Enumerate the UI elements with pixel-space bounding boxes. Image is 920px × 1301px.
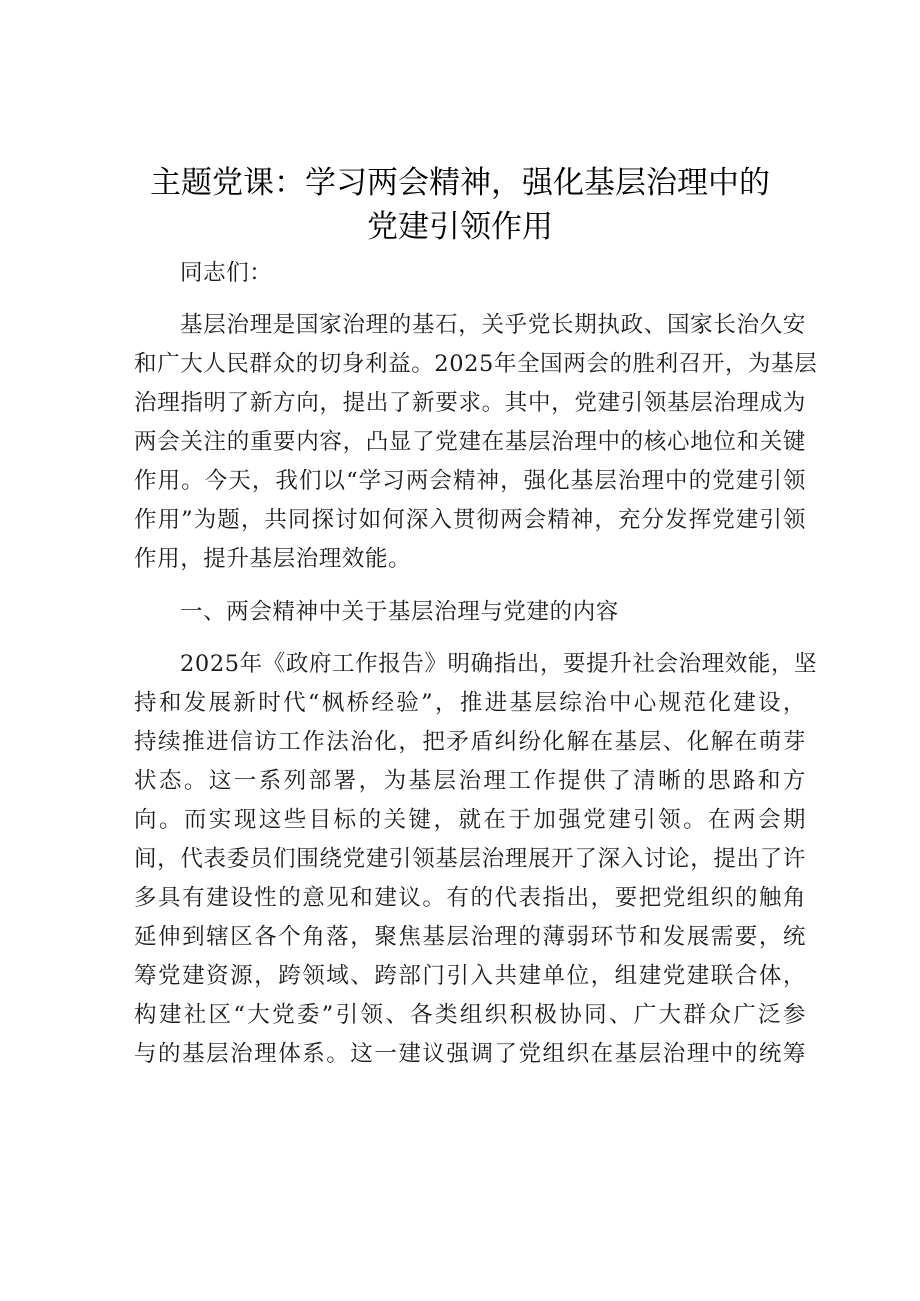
paragraph-line: 作用，提升基层治理效能。 — [134, 546, 412, 572]
paragraph-line: 向。而实现这些目标的关键，就在于加强党建引领。在两会期 — [134, 807, 806, 833]
paragraph-line: 持续推进信访工作法治化，把矛盾纠纷化解在基层、化解在萌芽 — [134, 729, 806, 755]
paragraph-line: 构建社区“大党委”引领、各类组织积极协同、广大群众广泛参 — [134, 1002, 806, 1028]
paragraph-line: 与的基层治理体系。这一建议强调了党组织在基层治理中的统筹 — [134, 1041, 806, 1067]
section-heading: 一、两会精神中关于基层治理与党建的内容 — [180, 599, 619, 625]
document-title-line-2: 党建引领作用 — [367, 209, 553, 245]
paragraph-line: 多具有建设性的意见和建议。有的代表指出，要把党组织的触角 — [134, 885, 806, 911]
paragraph-line: 作用”为题，共同探讨如何深入贯彻两会精神，充分发挥党建引领 — [134, 507, 806, 533]
paragraph-line: 2025年《政府工作报告》明确指出，要提升社会治理效能，坚 — [180, 651, 818, 677]
paragraph-line: 持和发展新时代“枫桥经验”，推进基层综治中心规范化建设， — [134, 690, 806, 716]
paragraph-line: 基层治理是国家治理的基石，关乎党长期执政、国家长治久安 — [180, 312, 806, 338]
paragraph-line: 和广大人民群众的切身利益。2025年全国两会的胜利召开，为基层 — [134, 351, 818, 377]
document-title-line-1: 主题党课：学习两会精神，强化基层治理中的 — [150, 165, 770, 201]
paragraph-line: 两会关注的重要内容，凸显了党建在基层治理中的核心地位和关键 — [134, 429, 806, 455]
paragraph-line: 延伸到辖区各个角落，聚焦基层治理的薄弱环节和发展需要，统 — [134, 924, 806, 950]
paragraph-line: 筹党建资源，跨领域、跨部门引入共建单位，组建党建联合体， — [134, 963, 806, 989]
salutation: 同志们： — [180, 260, 273, 286]
paragraph-line: 间，代表委员们围绕党建引领基层治理展开了深入讨论，提出了许 — [134, 846, 806, 872]
paragraph-line: 治理指明了新方向，提出了新要求。其中，党建引领基层治理成为 — [134, 390, 806, 416]
paragraph-line: 状态。这一系列部署，为基层治理工作提供了清晰的思路和方 — [134, 768, 806, 794]
paragraph-line: 作用。今天，我们以“学习两会精神，强化基层治理中的党建引领 — [134, 468, 806, 494]
